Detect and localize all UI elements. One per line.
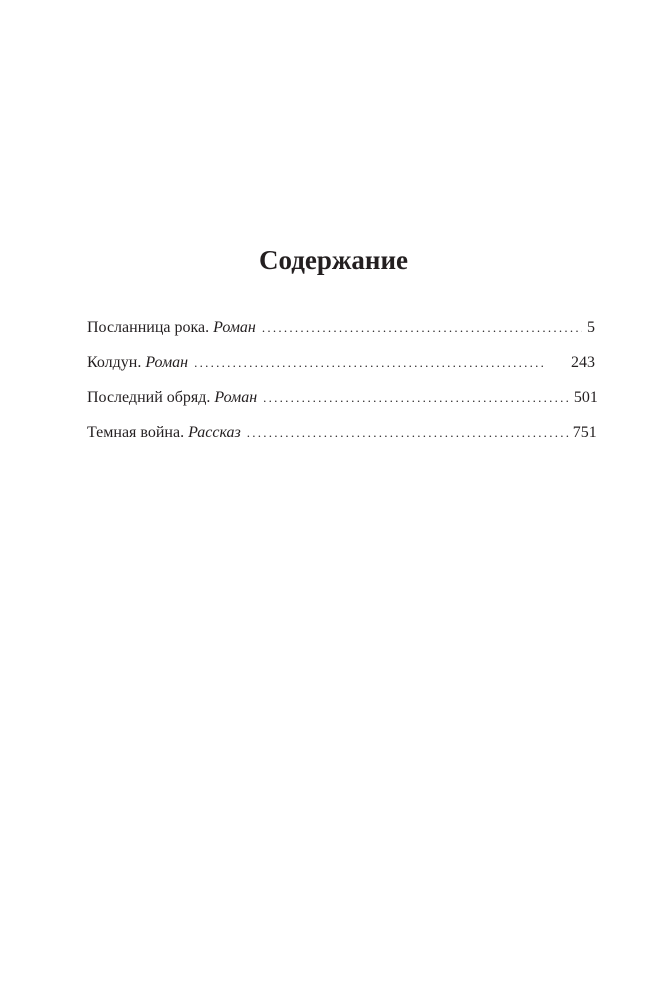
toc-entry-page-number: 751 <box>572 424 597 441</box>
dot-leader <box>262 318 582 338</box>
toc-entry-page-number: 5 <box>587 319 595 336</box>
toc-entry <box>87 318 595 353</box>
toc-entry-genre: Роман <box>213 319 256 336</box>
page-title: Содержание <box>258 245 409 275</box>
toc-entry-page-number: 501 <box>573 389 598 406</box>
dot-leader <box>263 388 571 408</box>
toc-entry <box>87 423 595 458</box>
toc-entry-page-number: 243 <box>571 354 595 371</box>
toc-entry-title: Темная война. <box>87 424 185 441</box>
toc-entry-title: Колдун. <box>87 354 142 371</box>
toc-entry-title: Посланница рока. <box>87 319 210 336</box>
dot-leader <box>194 353 568 373</box>
toc-entry-genre: Рассказ <box>188 424 241 441</box>
dot-leader <box>247 423 570 443</box>
toc-entry <box>87 353 595 388</box>
toc-entry-genre: Роман <box>214 389 258 406</box>
toc-entry-title: Последний обряд. <box>87 389 211 406</box>
table-of-contents <box>87 318 598 458</box>
toc-entry <box>87 388 598 423</box>
toc-entry-genre: Роман <box>145 354 189 371</box>
